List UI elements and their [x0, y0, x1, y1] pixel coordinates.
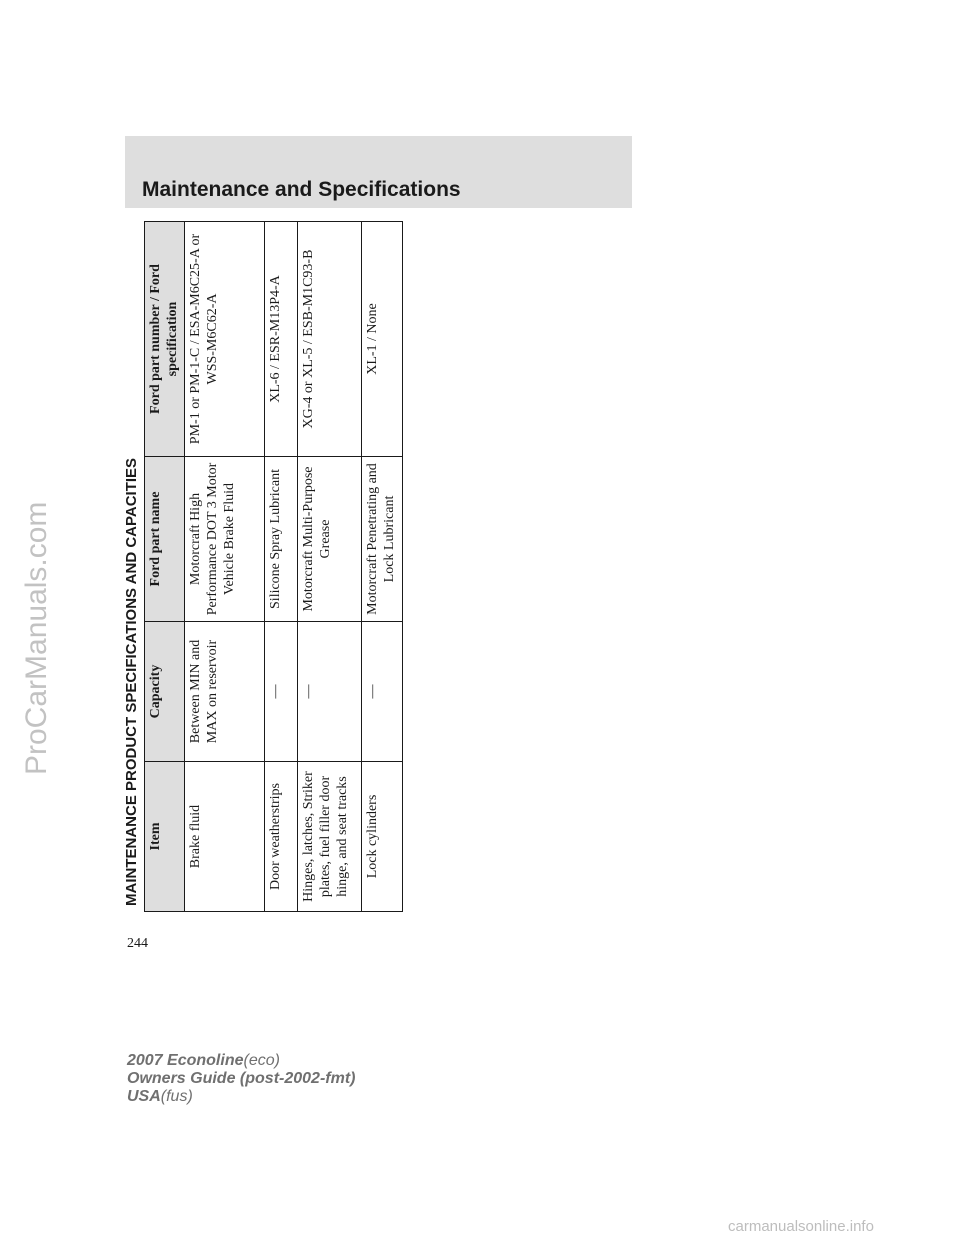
cell-capacity: — — [362, 622, 403, 762]
table-row — [362, 222, 403, 912]
site-watermark: carmanualsonline.info — [728, 1218, 874, 1235]
document-footer — [127, 1052, 355, 1106]
cell-capacity: Between MIN and MAX on reservoir — [185, 622, 265, 762]
footer-market: USA — [127, 1088, 161, 1105]
table-row — [265, 222, 298, 912]
cell-capacity: — — [265, 622, 298, 762]
table-header-row — [145, 222, 185, 912]
cell-part-number: XL-1 / None — [362, 222, 403, 457]
cell-item: Hinges, latches, Striker plates, fuel filler door hinge, and seat tracks — [298, 762, 362, 912]
cell-part-name: Motorcraft Multi-Purpose Grease — [298, 457, 362, 622]
cell-part-name: Motorcraft Penetrating and Lock Lubricant — [362, 457, 403, 622]
cell-part-number: PM-1 or PM-1-C / ESA-M6C25-A or WSS-M6C62-A — [185, 222, 265, 457]
table-row — [185, 222, 265, 912]
cell-part-number: XG-4 or XL-5 / ESB-M1C93-B — [298, 222, 362, 457]
footer-line-1 — [127, 1052, 355, 1070]
footer-market-code: (fus) — [160, 1088, 193, 1105]
cell-capacity: — — [298, 622, 362, 762]
spec-table — [144, 221, 403, 912]
column-header-part-name: Ford part name — [145, 457, 185, 622]
footer-model-code: (eco) — [243, 1052, 280, 1069]
footer-model: 2007 Econoline — [127, 1052, 244, 1069]
cell-item: Brake fluid — [185, 762, 265, 912]
footer-line-2 — [127, 1070, 355, 1088]
watermark: ProCarManuals.com — [20, 501, 53, 775]
column-header-capacity: Capacity — [145, 622, 185, 762]
cell-part-number: XL-6 / ESR-M13P4-A — [265, 222, 298, 457]
page-number: 244 — [127, 936, 148, 951]
table-title: MAINTENANCE PRODUCT SPECIFICATIONS AND CAPACITIES — [123, 457, 140, 906]
rotated-spec-table — [120, 222, 403, 912]
table-row — [298, 222, 362, 912]
cell-part-name: Motorcraft High Performance DOT 3 Motor Vehicle Brake Fluid — [185, 457, 265, 622]
cell-part-name: Silicone Spray Lubricant — [265, 457, 298, 622]
column-header-part-number: Ford part number / Ford specification — [145, 222, 185, 457]
cell-item: Lock cylinders — [362, 762, 403, 912]
footer-guide: Owners Guide (post-2002-fmt) — [127, 1070, 356, 1087]
footer-line-3 — [127, 1088, 355, 1106]
cell-item: Door weatherstrips — [265, 762, 298, 912]
column-header-item: Item — [145, 762, 185, 912]
page-header-title: Maintenance and Specifications — [142, 178, 461, 201]
